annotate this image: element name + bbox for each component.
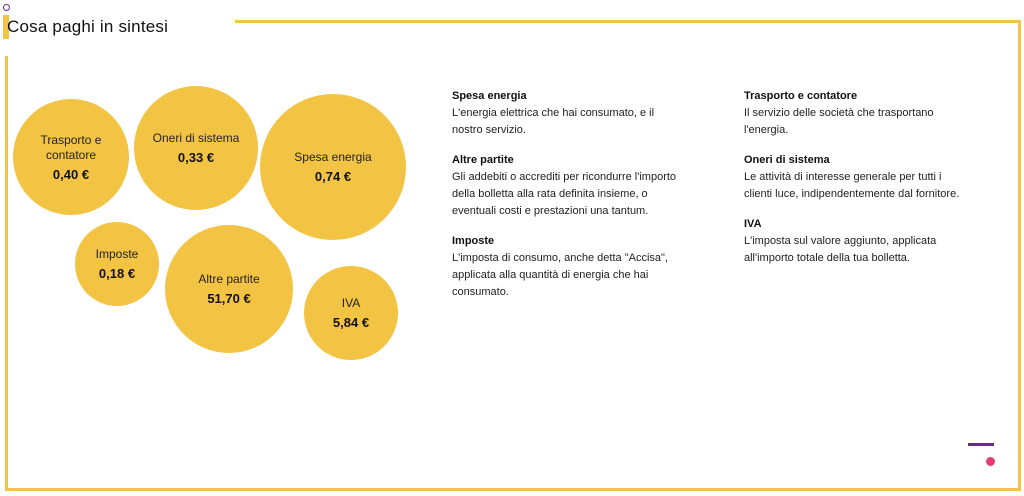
description-item [452,88,677,139]
description-text: Il servizio delle società che trasportano l'energia. [744,107,934,136]
bubble-iva [304,266,398,360]
frame-left-border [5,56,8,491]
description-item [744,216,969,267]
bubble-value: 0,40 € [52,166,90,182]
bubble-value: 0,74 € [314,169,352,184]
description-text: Le attività di interesse generale per tutti i clienti luce, indipendentemente dal fornitore. [744,171,960,200]
bubble-label: Oneri di sistema [152,131,240,145]
description-item [744,152,969,203]
bubble-label: Trasporto e contatore [40,132,102,162]
bubble-label: Spesa energia [294,150,372,164]
bubble-altre-partite [165,225,293,353]
bubble-value: 51,70 € [207,291,251,306]
description-item [452,233,677,301]
descriptions-left-column [452,88,677,314]
frame-top-border [235,20,1021,23]
page-title: Cosa paghi in sintesi [7,17,169,36]
description-text: L'energia elettrica che hai consumato, e il nostro servizio. [452,107,655,136]
description-text: Gli addebiti o accrediti per ricondurre l'importo della bolletta alla rata definita insieme, o eventuali costi e prestazioni una tantum. [452,171,677,217]
bubble-label: Altre partite [198,272,260,286]
bubble-value: 0,33 € [177,150,215,165]
description-title: Imposte [452,235,495,247]
description-text: L'imposta di consumo, anche detta "Accisa", applicata alla quantità di energia che hai consumato. [452,252,668,298]
description-title: Trasporto e contatore [744,90,858,102]
pink-dot-decoration-icon [986,457,995,466]
description-item [744,88,969,139]
description-title: IVA [744,218,762,230]
bubble-oneri-sistema [134,86,258,210]
frame-right-border [1018,20,1021,491]
bubble-value: 5,84 € [332,315,370,330]
descriptions-right-column [744,88,969,280]
description-item [452,152,677,220]
bubble-label: Imposte [95,247,139,261]
bubble-trasporto-contatore [13,99,129,215]
bubble-imposte [75,222,159,306]
frame-bottom-border [5,488,1021,491]
purple-line-decoration-icon [968,443,994,446]
bubble-value: 0,18 € [98,266,136,281]
ring-decoration-icon [3,4,10,11]
bubble-label: IVA [341,296,361,310]
description-text: L'imposta sul valore aggiunto, applicata all'importo totale della tua bolletta. [744,235,937,264]
description-title: Oneri di sistema [744,154,830,166]
description-title: Spesa energia [452,90,527,102]
bubble-spesa-energia [260,94,406,240]
description-title: Altre partite [452,154,514,166]
